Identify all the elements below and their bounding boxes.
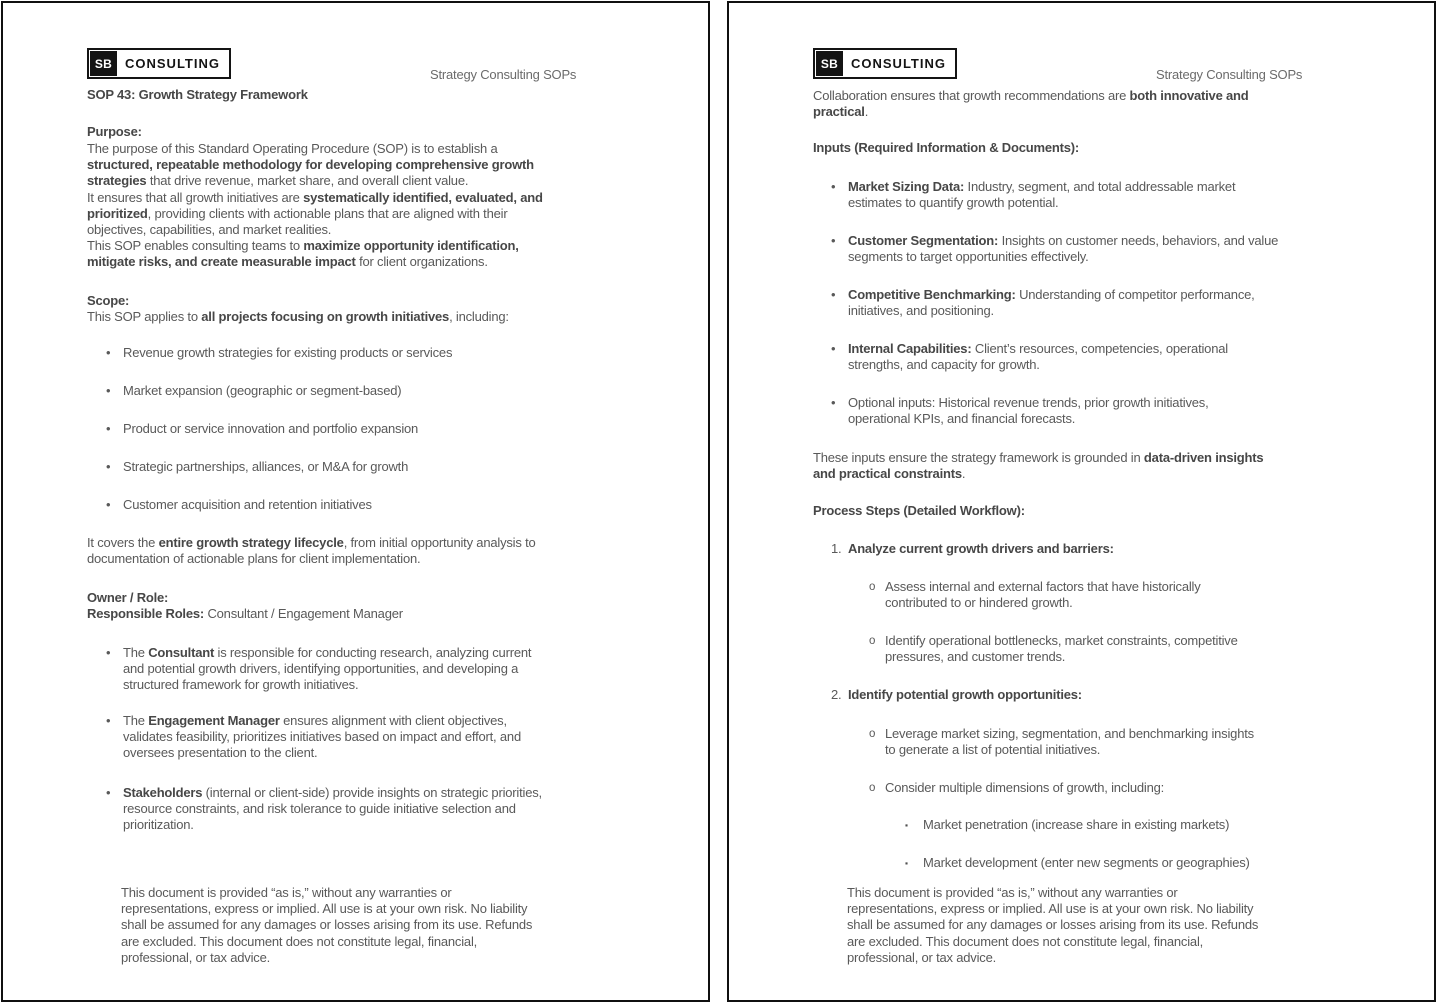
inputs-outro-paragraph: These inputs ensure the strategy framework is grounded in data-driven insights and practical constraints.: [813, 450, 1264, 482]
inputs-heading: Inputs (Required Information & Documents):: [813, 140, 1080, 155]
document-page-1: SB CONSULTING Strategy Consulting SOPs SOP 43: Growth Strategy Framework Purpose: The purpose of this Standard Operating Procedure (SOP) is to establish a structured, repeatable methodology for developing comprehensive growth strategies that drive revenue, market share, and overall client value. It ensures that all growth initiatives are systematically identified, evaluated, and prioritized, providing clients with actionable plans that are aligned with their objectives, capabilities, and market realities. This SOP enables consulting teams to maximize opportunity identification, mitigate risks, and create measurable impact for client organizations. Scope: This SOP applies to all projects focusing on growth initiatives, including: • Revenue growth strategies for existing products or services • Market expansion (geographic or segment-based) • Product or service innovation and portfolio expansion • Strategic partnerships, alliances, or M&A for growth • Customer acquisition and retention initiatives It covers the entire growth strategy lifecycle, from initial opportunity analysis to documentation of actionable plans for client implementation. Owner / Role: Responsible Roles: Consultant / Engagement Manager • The Consultant is responsible for conducting research, analyzing current and potential growth drivers, identifying opportunities, and developing a structured framework for growth initiatives. • The Engagement Manager ensures alignment with client objectives, validates feasibility, prioritizes initiatives based on impact and effort, and oversees presentation to the client. • Stakeholders (internal or client-side) provide insights on strategic priorities, resource constraints, and risk tolerance to guide initiative selection and prioritization. This document is provided “as is,” without any warranties or representations, express or implied. All use is at your own risk. No liability shall be assumed for any damages or losses arising from its use. Refunds are excluded. This document does not constitute legal, financial, professional, or tax advice.: [1, 1, 710, 1002]
brand-logo-name: CONSULTING: [851, 56, 946, 71]
scope-intro: This SOP applies to all projects focusing on growth initiatives, including:: [87, 309, 509, 324]
process-steps-heading: Process Steps (Detailed Workflow):: [813, 503, 1025, 518]
bullet-icon: •: [831, 179, 836, 194]
purpose-paragraph: The purpose of this Standard Operating Procedure (SOP) is to establish a structured, repeatable methodology for developing comprehensive growth strategies that drive revenue, market share, and overall client value. It ensures that all growth initiatives are systematically identified, evaluated, and prioritized, providing clients with actionable plans that are aligned with their objectives, capabilities, and market realities. This SOP enables consulting teams to maximize opportunity identification, mitigate risks, and create measurable impact for client organizations.: [87, 141, 543, 270]
sop-title: SOP 43: Growth Strategy Framework: [87, 87, 308, 102]
step-number: 1.: [831, 541, 842, 556]
square-bullet-icon: ▪: [905, 820, 908, 830]
bullet-icon: •: [106, 645, 111, 660]
bullet-icon: •: [106, 497, 111, 512]
disclaimer: This document is provided “as is,” without any warranties or representations, express or implied. All use is at your own risk. No liability shall be assumed for any damages or losses arising from its use. Refunds are excluded. This document does not constitute legal, financial, professional, or tax advice.: [847, 885, 1259, 965]
owner-role-heading: Owner / Role:: [87, 590, 169, 605]
step-title: Analyze current growth drivers and barriers:: [848, 541, 1114, 556]
step-number: 2.: [831, 687, 842, 702]
bullet-icon: •: [106, 345, 111, 360]
circle-bullet-icon: o: [869, 782, 876, 794]
step-title: Identify potential growth opportunities:: [848, 687, 1082, 702]
bullet-icon: •: [106, 421, 111, 436]
bullet-icon: •: [106, 459, 111, 474]
collaboration-paragraph: Collaboration ensures that growth recommendations are both innovative and practical.: [813, 88, 1249, 120]
document-page-2: SB CONSULTING Strategy Consulting SOPs Collaboration ensures that growth recommendations are both innovative and practical. Inputs (Required Information & Documents): • Market Sizing Data: Industry, segment, and total addressable market estimates to quantify growth potential. • Customer Segmentation: Insights on customer needs, behaviors, and value segments to target opportunities effectively. • Competitive Benchmarking: Understanding of competitor performance, initiatives, and positioning. • Internal Capabilities: Client’s resources, competencies, operational strengths, and capacity for growth. • Optional inputs: Historical revenue trends, prior growth initiatives, operational KPIs, and financial forecasts. These inputs ensure the strategy framework is grounded in data-driven insights and practical constraints. Process Steps (Detailed Workflow): 1. Analyze current growth drivers and barriers: o Assess internal and external factors that have historically contributed to or hindered growth. o Identify operational bottlenecks, market constraints, competitive pressures, and customer trends. 2. Identify potential growth opportunities: o Leverage market sizing, segmentation, and benchmarking insights to generate a list of potential initiatives. o Consider multiple dimensions of growth, including: ▪ Market penetration (increase share in existing markets) ▪ Market development (enter new segments or geographies) This document is provided “as is,” without any warranties or representations, express or implied. All use is at your own risk. No liability shall be assumed for any damages or losses arising from its use. Refunds are excluded. This document does not constitute legal, financial, professional, or tax advice.: [727, 1, 1436, 1002]
circle-bullet-icon: o: [869, 635, 876, 647]
bullet-icon: •: [831, 287, 836, 302]
square-bullet-icon: ▪: [905, 858, 908, 868]
brand-logo: [87, 48, 231, 79]
disclaimer: This document is provided “as is,” without any warranties or representations, express or implied. All use is at your own risk. No liability shall be assumed for any damages or losses arising from its use. Refunds are excluded. This document does not constitute legal, financial, professional, or tax advice.: [121, 885, 533, 965]
lifecycle-paragraph: It covers the entire growth strategy lifecycle, from initial opportunity analysis to documentation of actionable plans for client implementation.: [87, 535, 536, 567]
brand-logo-sb-mark: SB: [90, 51, 117, 76]
document-header: Strategy Consulting SOPs: [430, 67, 577, 82]
bullet-icon: •: [831, 395, 836, 410]
responsible-roles-line: Responsible Roles: Consultant / Engagement Manager: [87, 606, 403, 621]
scope-heading: Scope:: [87, 293, 130, 308]
circle-bullet-icon: o: [869, 728, 876, 740]
document-header: Strategy Consulting SOPs: [1156, 67, 1303, 82]
purpose-heading: Purpose:: [87, 124, 142, 139]
bullet-icon: •: [106, 383, 111, 398]
bullet-icon: •: [106, 785, 111, 800]
bullet-icon: •: [831, 341, 836, 356]
brand-logo: [813, 48, 957, 79]
brand-logo-name: CONSULTING: [125, 56, 220, 71]
circle-bullet-icon: o: [869, 581, 876, 593]
brand-logo-sb-mark: SB: [816, 51, 843, 76]
bullet-icon: •: [106, 713, 111, 728]
bullet-icon: •: [831, 233, 836, 248]
